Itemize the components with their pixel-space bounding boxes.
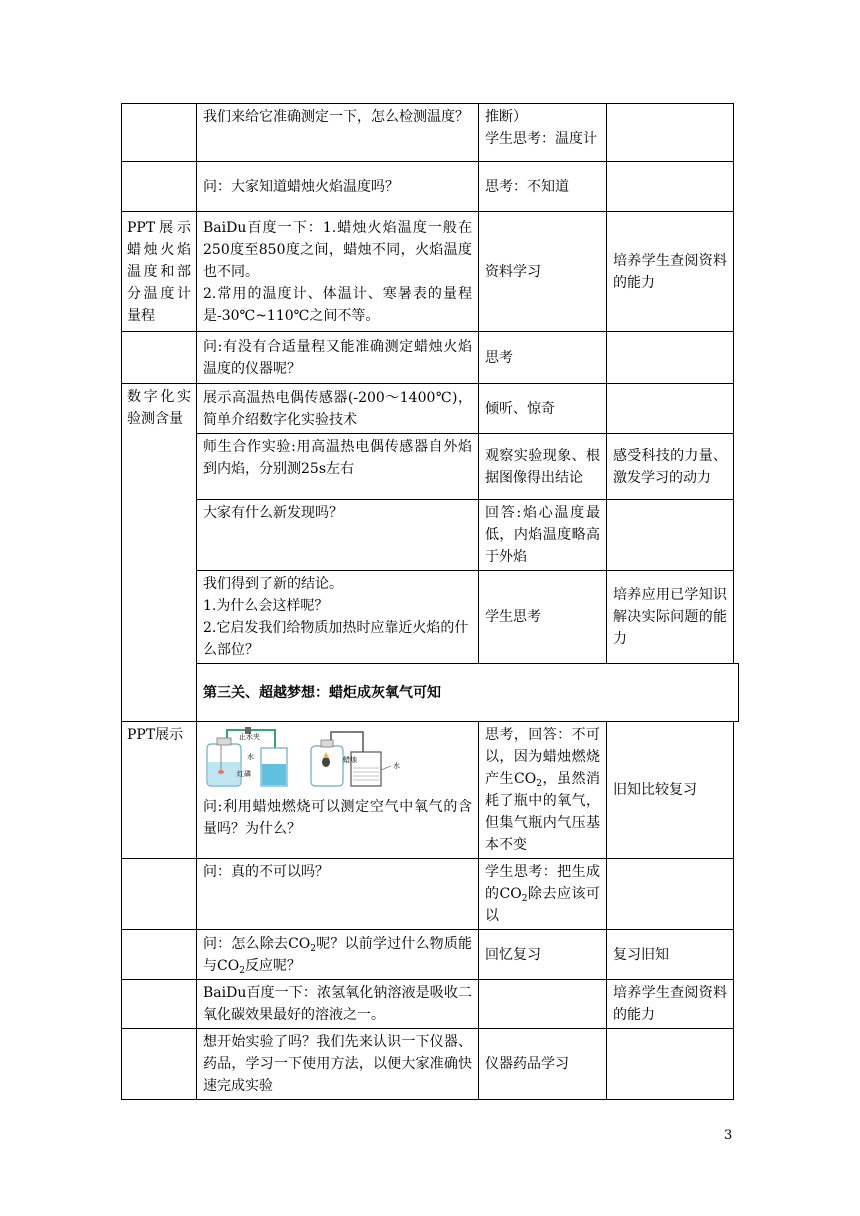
- table-cell: 师生合作实验:用高温热电偶传感器自外焰到内焰，分别测25s左右: [197, 434, 479, 500]
- table-row: [122, 104, 739, 162]
- section-title: 第三关、超越梦想：蜡炬成灰氧气可知: [197, 664, 739, 722]
- answer-part: ，虽然消耗了瓶中的氧气，但集气瓶内气压基本不变: [485, 771, 600, 853]
- table-cell: [607, 500, 734, 571]
- table-cell: 我们来给它准确测定一下，怎么检测温度？: [197, 104, 479, 162]
- table-cell: BaiDu百度一下：1.蜡烛火焰温度一般在250度至850度之间，蜡烛不同，火焰温度也不同。 2.常用的温度计、体温计、寒暑表的量程是-30℃~110℃之间不等。: [197, 212, 479, 332]
- table-row: [122, 332, 739, 384]
- table-cell: [607, 384, 734, 434]
- label-phosphorus: 红磷: [237, 770, 251, 778]
- table-cell: 想开始实验了吗？我们先来认识一下仪器、药品，学习一下使用方法，以便大家准确快速完成实验: [197, 1029, 479, 1100]
- subscript: 2: [239, 965, 245, 976]
- lesson-plan-table: [121, 103, 739, 1100]
- page-number: 3: [724, 1128, 733, 1143]
- answer-part: 思考，回答：不可以，因为蜡烛燃烧产生CO: [485, 727, 600, 787]
- table-cell: [607, 1029, 734, 1100]
- table-row: [122, 980, 739, 1029]
- table-cell: [479, 859, 607, 930]
- table-cell: [122, 859, 197, 930]
- table-row: [122, 384, 739, 434]
- table-cell: 我们得到了新的结论。 1.为什么会这样呢？ 2.它启发我们给物质加热时应靠近火焰的什么部位？: [197, 571, 479, 664]
- table-row: [122, 162, 739, 212]
- table-cell: 培养学生查阅资料的能力: [607, 980, 734, 1029]
- table-cell: [607, 859, 734, 930]
- table-cell: [479, 722, 607, 859]
- question-text: 问:利用蜡烛燃烧可以测定空气中氧气的含量吗？为什么？: [203, 799, 472, 837]
- table-cell: PPT展示蜡烛火焰温度和部分温度计量程: [122, 212, 197, 332]
- answer-part: 学生思考：把生成的CO: [485, 864, 600, 902]
- experiment-apparatus-diagram: [203, 726, 413, 790]
- table-cell: 推断） 学生思考：温度计: [479, 104, 607, 162]
- table-cell: 培养学生查阅资料的能力: [607, 212, 734, 332]
- subscript: 2: [310, 943, 317, 954]
- table-cell: 旧知比较复习: [607, 722, 734, 859]
- table-row: [122, 1029, 739, 1100]
- table-cell: [122, 930, 197, 980]
- table-cell: 复习旧知: [607, 930, 734, 980]
- subscript: 2: [536, 779, 542, 789]
- label-candle: 蜡烛: [343, 756, 357, 764]
- table-cell: [607, 162, 734, 212]
- section-heading-row: [122, 664, 739, 722]
- table-cell: 问：真的不可以吗？: [197, 859, 479, 930]
- table-cell: 学生思考: [479, 571, 607, 664]
- table-cell: BaiDu百度一下：浓氢氧化钠溶液是吸收二氧化碳效果最好的溶液之一。: [197, 980, 479, 1029]
- table-cell: 倾听、惊奇: [479, 384, 607, 434]
- label-water: 水: [247, 753, 254, 761]
- table-cell: [479, 980, 607, 1029]
- table-cell: 思考: [479, 332, 607, 384]
- question-part: 反应呢？: [244, 957, 301, 974]
- table-row: [122, 930, 739, 980]
- table-cell: PPT展示: [122, 722, 197, 859]
- table-row: [122, 434, 739, 500]
- table-cell: [122, 104, 197, 162]
- table-cell: 数字化实验测含量: [122, 384, 197, 722]
- table-cell: 问:有没有合适量程又能准确测定蜡烛火焰温度的仪器呢？: [197, 332, 479, 384]
- table-cell: 问：大家知道蜡烛火焰温度吗？: [197, 162, 479, 212]
- table-cell: 大家有什么新发现吗？: [197, 500, 479, 571]
- table-cell: 资料学习: [479, 212, 607, 332]
- table-cell: 观察实验现象、根据图像得出结论: [479, 434, 607, 500]
- table-cell: [197, 722, 479, 859]
- table-cell: 培养应用已学知识解决实际问题的能力: [607, 571, 734, 664]
- table-cell: 回忆复习: [479, 930, 607, 980]
- table-cell: 回答:焰心温度最低，内焰温度略高于外焰: [479, 500, 607, 571]
- table-cell: [607, 332, 734, 384]
- question-part: 呢？以前学过什么物质能与CO: [203, 935, 472, 974]
- label-water2: 水: [393, 762, 400, 770]
- table-cell: 展示高温热电偶传感器(-200～1400℃)，简单介绍数字化实验技术: [197, 384, 479, 434]
- table-cell: [122, 980, 197, 1029]
- table-cell: [122, 162, 197, 212]
- table-cell: 仪器药品学习: [479, 1029, 607, 1100]
- subscript: 2: [521, 894, 528, 904]
- table-row: [122, 722, 739, 859]
- table-cell: [197, 930, 479, 980]
- table-row: [122, 212, 739, 332]
- table-cell: [122, 332, 197, 384]
- table-row: [122, 500, 739, 571]
- table-cell: [122, 1029, 197, 1100]
- table-row: [122, 859, 739, 930]
- answer-part: 除去应该可以: [485, 886, 600, 924]
- table-cell: [607, 104, 734, 162]
- table-row: [122, 571, 739, 664]
- table-cell: 感受科技的力量、激发学习的动力: [607, 434, 734, 500]
- label-clamp: 止水夹: [239, 733, 260, 741]
- question-part: 问：怎么除去CO: [203, 935, 311, 952]
- table-cell: 思考：不知道: [479, 162, 607, 212]
